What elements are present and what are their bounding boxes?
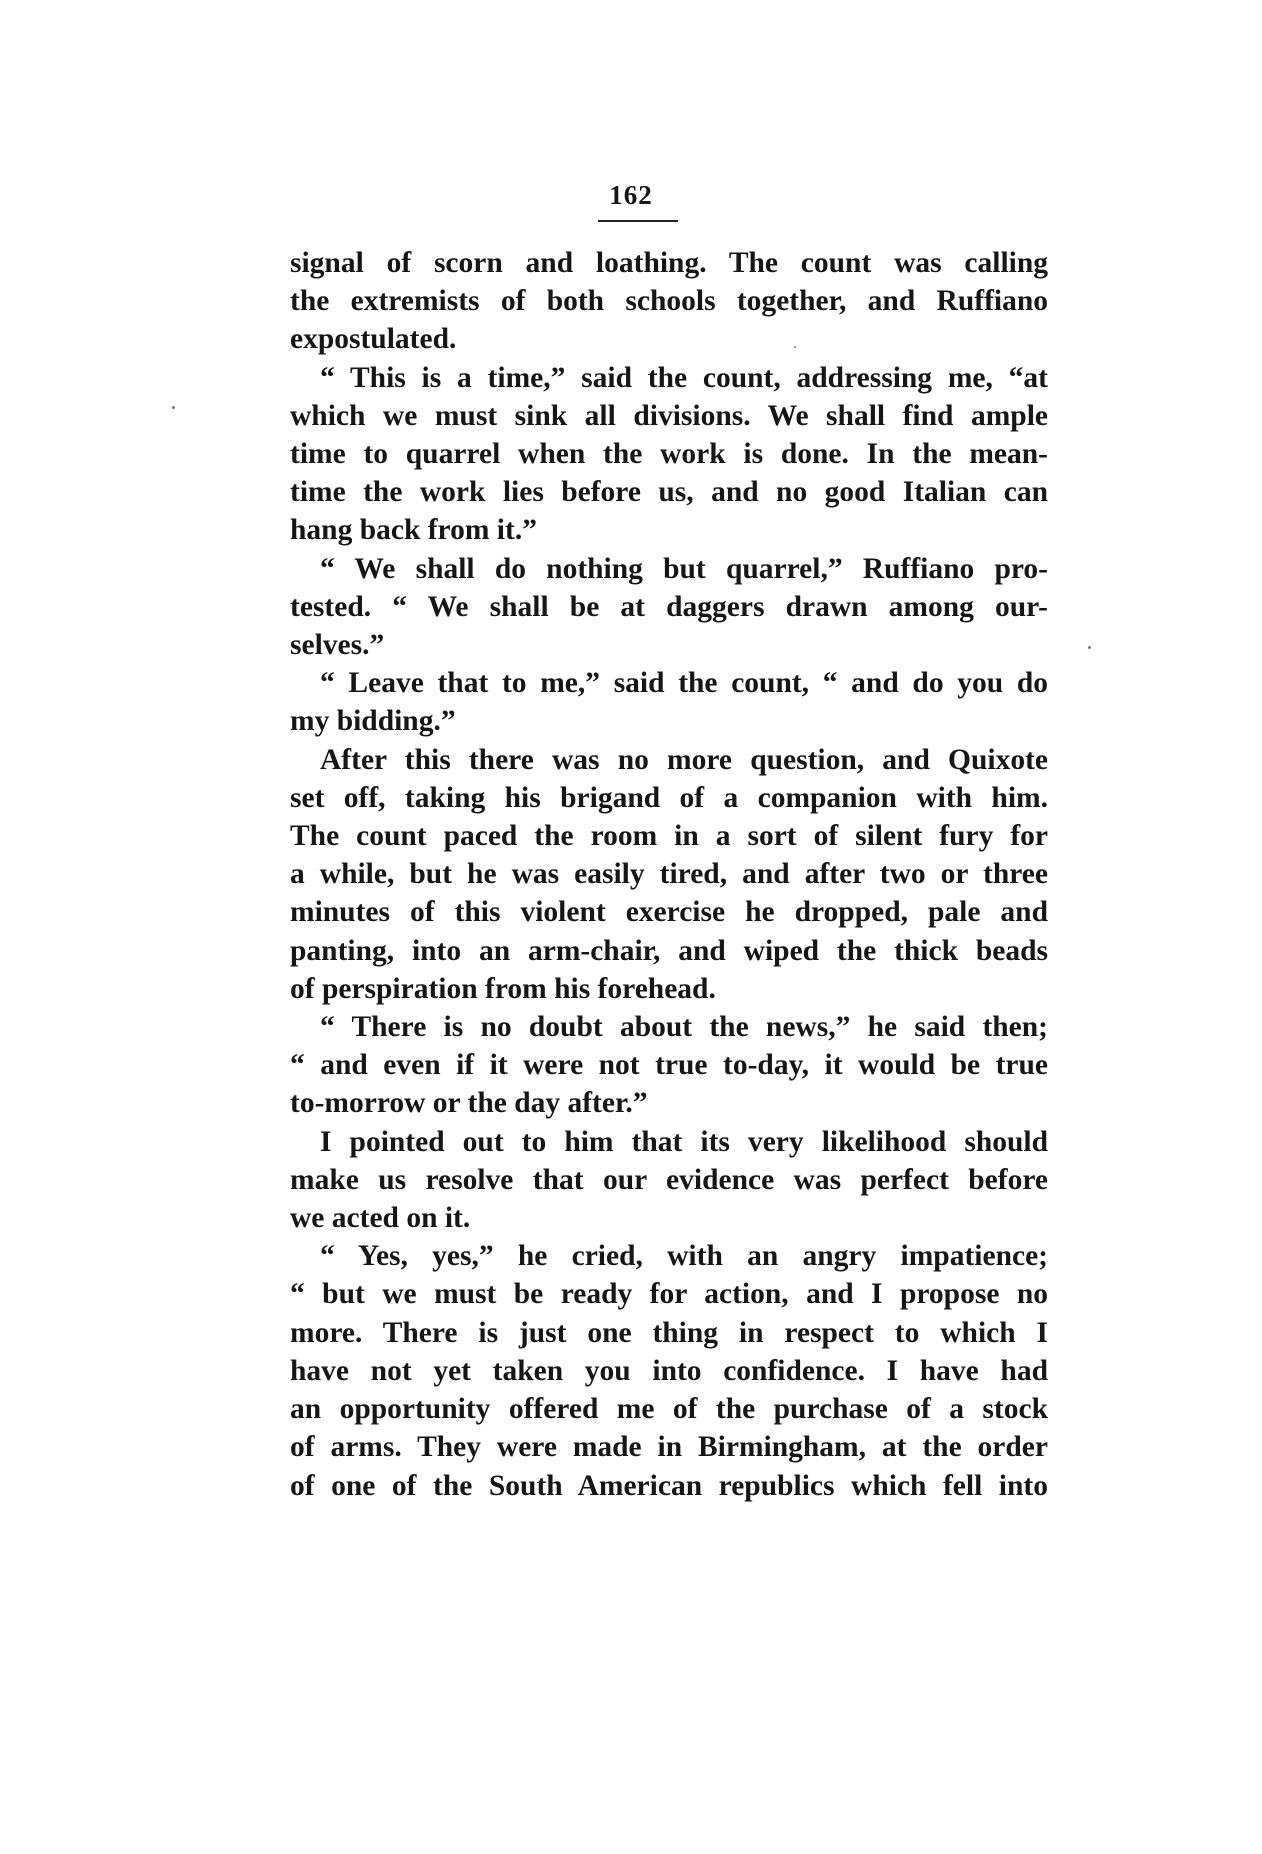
text-line: have not yet taken you into confidence. I have had	[290, 1354, 1048, 1387]
text-line: selves.”	[290, 629, 385, 662]
text-line: time to quarrel when the work is done. In the mean-	[290, 438, 1048, 471]
text-line: a while, but he was easily tired, and after two or three	[290, 858, 1048, 891]
text-line: of perspiration from his forehead.	[290, 972, 716, 1005]
text-line: an opportunity offered me of the purchase of a stock	[290, 1393, 1048, 1426]
text-line: to-morrow or the day after.”	[290, 1087, 648, 1120]
text-line: set off, taking his brigand of a companion with him.	[290, 781, 1048, 814]
scan-speck	[1088, 646, 1091, 649]
text-line: “ Leave that to me,” said the count, “ and do you do	[320, 667, 1048, 700]
text-line: make us resolve that our evidence was perfect before	[290, 1163, 1048, 1196]
text-line: my bidding.”	[290, 705, 456, 738]
text-line: of arms. They were made in Birmingham, at the order	[290, 1431, 1048, 1464]
text-line: “ but we must be ready for action, and I propose no	[290, 1278, 1048, 1311]
text-line: I pointed out to him that its very likelihood should	[320, 1125, 1048, 1158]
body-text	[290, 244, 1048, 1505]
text-line: hang back from it.”	[290, 514, 537, 547]
text-line: of one of the South American republics which fell into	[290, 1469, 1048, 1502]
text-line: panting, into an arm-chair, and wiped the thick beads	[290, 934, 1048, 967]
text-line: the extremists of both schools together, and Ruffiano	[290, 285, 1048, 318]
text-line: “ We shall do nothing but quarrel,” Ruffiano pro-	[320, 552, 1048, 585]
text-line: The count paced the room in a sort of silent fury for	[290, 820, 1048, 853]
text-line: expostulated.	[290, 323, 457, 356]
text-line: “ Yes, yes,” he cried, with an angry impatience;	[320, 1240, 1048, 1273]
page-number-rule	[598, 220, 678, 222]
text-line: we acted on it.	[290, 1202, 471, 1235]
text-line: “ and even if it were not true to-day, it would be true	[290, 1049, 1048, 1082]
text-line: “ There is no doubt about the news,” he said then;	[320, 1011, 1048, 1044]
text-line: “ This is a time,” said the count, addressing me, “at	[320, 361, 1048, 394]
text-line: minutes of this violent exercise he dropped, pale and	[290, 896, 1048, 929]
text-line: more. There is just one thing in respect to which I	[290, 1316, 1048, 1349]
page-number: 162	[609, 180, 653, 210]
text-line: time the work lies before us, and no good Italian can	[290, 476, 1048, 509]
scan-speck	[794, 346, 796, 348]
text-line: signal of scorn and loathing. The count was calling	[290, 247, 1048, 279]
scan-speck	[172, 406, 175, 409]
text-line: After this there was no more question, and Quixote	[320, 743, 1048, 776]
text-line: tested. “ We shall be at daggers drawn among our-	[290, 590, 1048, 623]
text-line: which we must sink all divisions. We shall find ample	[290, 399, 1048, 432]
